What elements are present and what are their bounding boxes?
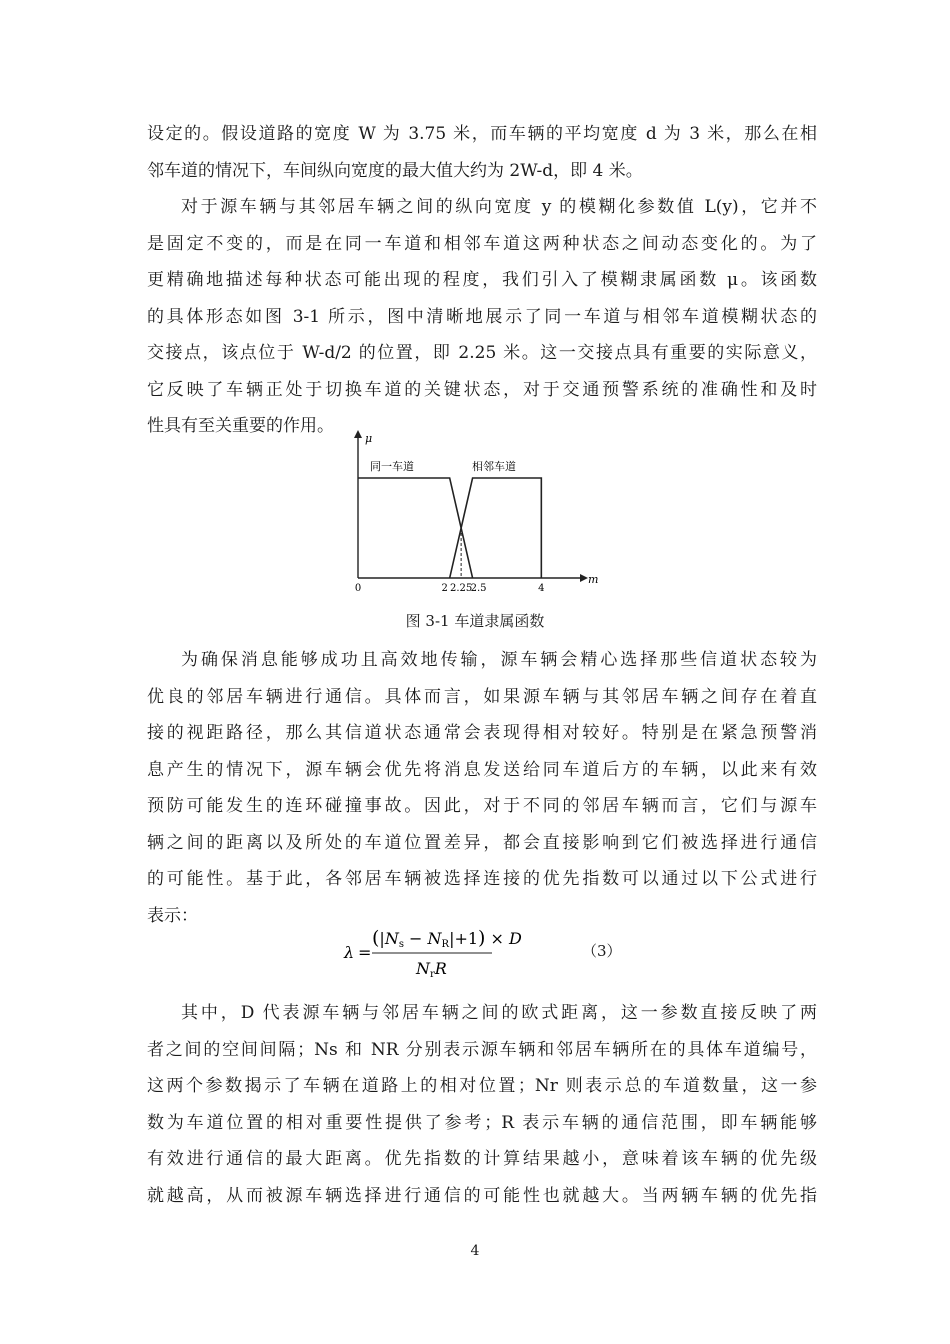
text-line: 性具有至关重要的作用。 [147, 416, 334, 436]
text-line: 辆之间的距离以及所处的车道位置差异，都会直接影响到它们被选择进行通信 [147, 832, 817, 853]
formula-part: | [379, 929, 385, 948]
tick-label: 2 [441, 583, 448, 594]
text-line: 对于源车辆与其邻居车辆之间的纵向宽度 y 的模糊化参数值 L(y)，它并不 [181, 197, 817, 217]
text-line: 接的视距路径，那么其信道状态通常会表现得相对较好。特别是在紧急预警消 [147, 723, 817, 743]
formula-part: R [434, 959, 447, 978]
text-line: 表示： [147, 905, 198, 926]
text-line: 是固定不变的，而是在同一车道和相邻车道这两种状态之间动态变化的。为了 [147, 233, 817, 254]
formula-part: D [509, 929, 522, 948]
series-line-same-lane [358, 478, 473, 578]
text-line: 交接点，该点位于 W-d/2 的位置，即 2.25 米。这一交接点具有重要的实际意义， [147, 343, 817, 363]
formula-part: +1 [454, 929, 479, 948]
text-line: 设定的。假设道路的宽度 W 为 3.75 米，而车辆的平均宽度 d 为 3 米，那么在相 [147, 124, 817, 144]
formula-part: − [403, 929, 428, 948]
y-axis-label: μ [365, 432, 373, 445]
text-line: 数为车道位置的相对重要性提供了参考；R 表示车辆的通信范围，即车辆能够 [147, 1112, 817, 1133]
text-line: 这两个参数揭示了车辆在道路上的相对位置；Nr 则表示总的车道数量，这一参 [147, 1076, 817, 1096]
formula-part: R [441, 939, 450, 950]
text-line: 的可能性。基于此，各邻居车辆被选择连接的优先指数可以通过以下公式进行 [147, 869, 817, 889]
formula-part: N [427, 929, 442, 948]
series-label-adjacent-lane: 相邻车道 [472, 460, 516, 473]
formula-part: N [384, 929, 399, 948]
series-line-adjacent-lane [450, 478, 542, 578]
equation-number: （3） [582, 942, 622, 960]
membership-function-chart [340, 428, 600, 598]
y-axis-arrow [354, 430, 362, 438]
formula-denominator [415, 959, 447, 980]
series-label-same-lane: 同一车道 [370, 460, 414, 473]
tick-label: 2.5 [470, 583, 487, 594]
x-axis-label: m [588, 573, 599, 586]
text-line: 预防可能发生的连环碰撞事故。因此，对于不同的邻居车辆而言，它们与源车 [147, 796, 817, 816]
text-line: 就越高，从而被源车辆选择进行通信的可能性也就越大。当两辆车辆的优先指 [147, 1185, 817, 1206]
formula-part: ( [372, 927, 380, 949]
formula-part: s [398, 939, 404, 950]
tick-label: 2.25 [449, 583, 473, 594]
formula-lhs: λ [344, 943, 355, 962]
text-line: 更精确地描述每种状态可能出现的程度，我们引入了模糊隶属函数 μ。该函数 [147, 270, 817, 290]
membership-function-figure [340, 428, 600, 598]
formula-equals: = [358, 943, 372, 962]
text-line: 有效进行通信的最大距离。优先指数的计算结果越小，意味着该车辆的优先级 [147, 1149, 817, 1169]
paragraph-1 [147, 116, 817, 189]
text-line: 邻车道的情况下，车间纵向宽度的最大值大约为 2W-d，即 4 米。 [147, 160, 643, 181]
paragraph-4 [147, 995, 817, 1214]
text-line: 的具体形态如图 3-1 所示，图中清晰地展示了同一车道与相邻车道模糊状态的 [147, 306, 817, 327]
formula-part: ) [478, 927, 486, 949]
text-line: 息产生的情况下，源车辆会优先将消息发送给同车道后方的车辆，以此来有效 [147, 759, 817, 780]
paragraph-2 [147, 189, 817, 445]
figure-caption: 图 3-1 车道隶属函数 [405, 612, 545, 630]
x-axis-arrow [580, 574, 588, 582]
text-line: 它反映了车辆正处于切换车道的关键状态，对于交通预警系统的准确性和及时 [147, 379, 817, 400]
tick-label: 4 [538, 583, 545, 594]
formula-part: r [430, 969, 435, 980]
text-line: 其中，D 代表源车辆与邻居车辆之间的欧式距离，这一参数直接反映了两 [181, 1003, 817, 1023]
tick-label: 0 [354, 583, 362, 594]
paragraph-3 [147, 642, 817, 934]
formula-part: N [416, 959, 430, 978]
text-line: 者之间的空间间隔；Ns 和 NR 分别表示源车辆和邻居车辆所在的具体车道编号， [147, 1039, 817, 1060]
page-number: 4 [470, 1243, 480, 1259]
formula-part: | [449, 929, 455, 948]
text-line: 优良的邻居车辆进行通信。具体而言，如果源车辆与其邻居车辆之间存在着直 [147, 686, 817, 707]
formula-part: × [485, 929, 510, 948]
formula-numerator [372, 927, 522, 950]
text-line: 为确保消息能够成功且高效地传输，源车辆会精心选择那些信道状态较为 [181, 650, 817, 670]
